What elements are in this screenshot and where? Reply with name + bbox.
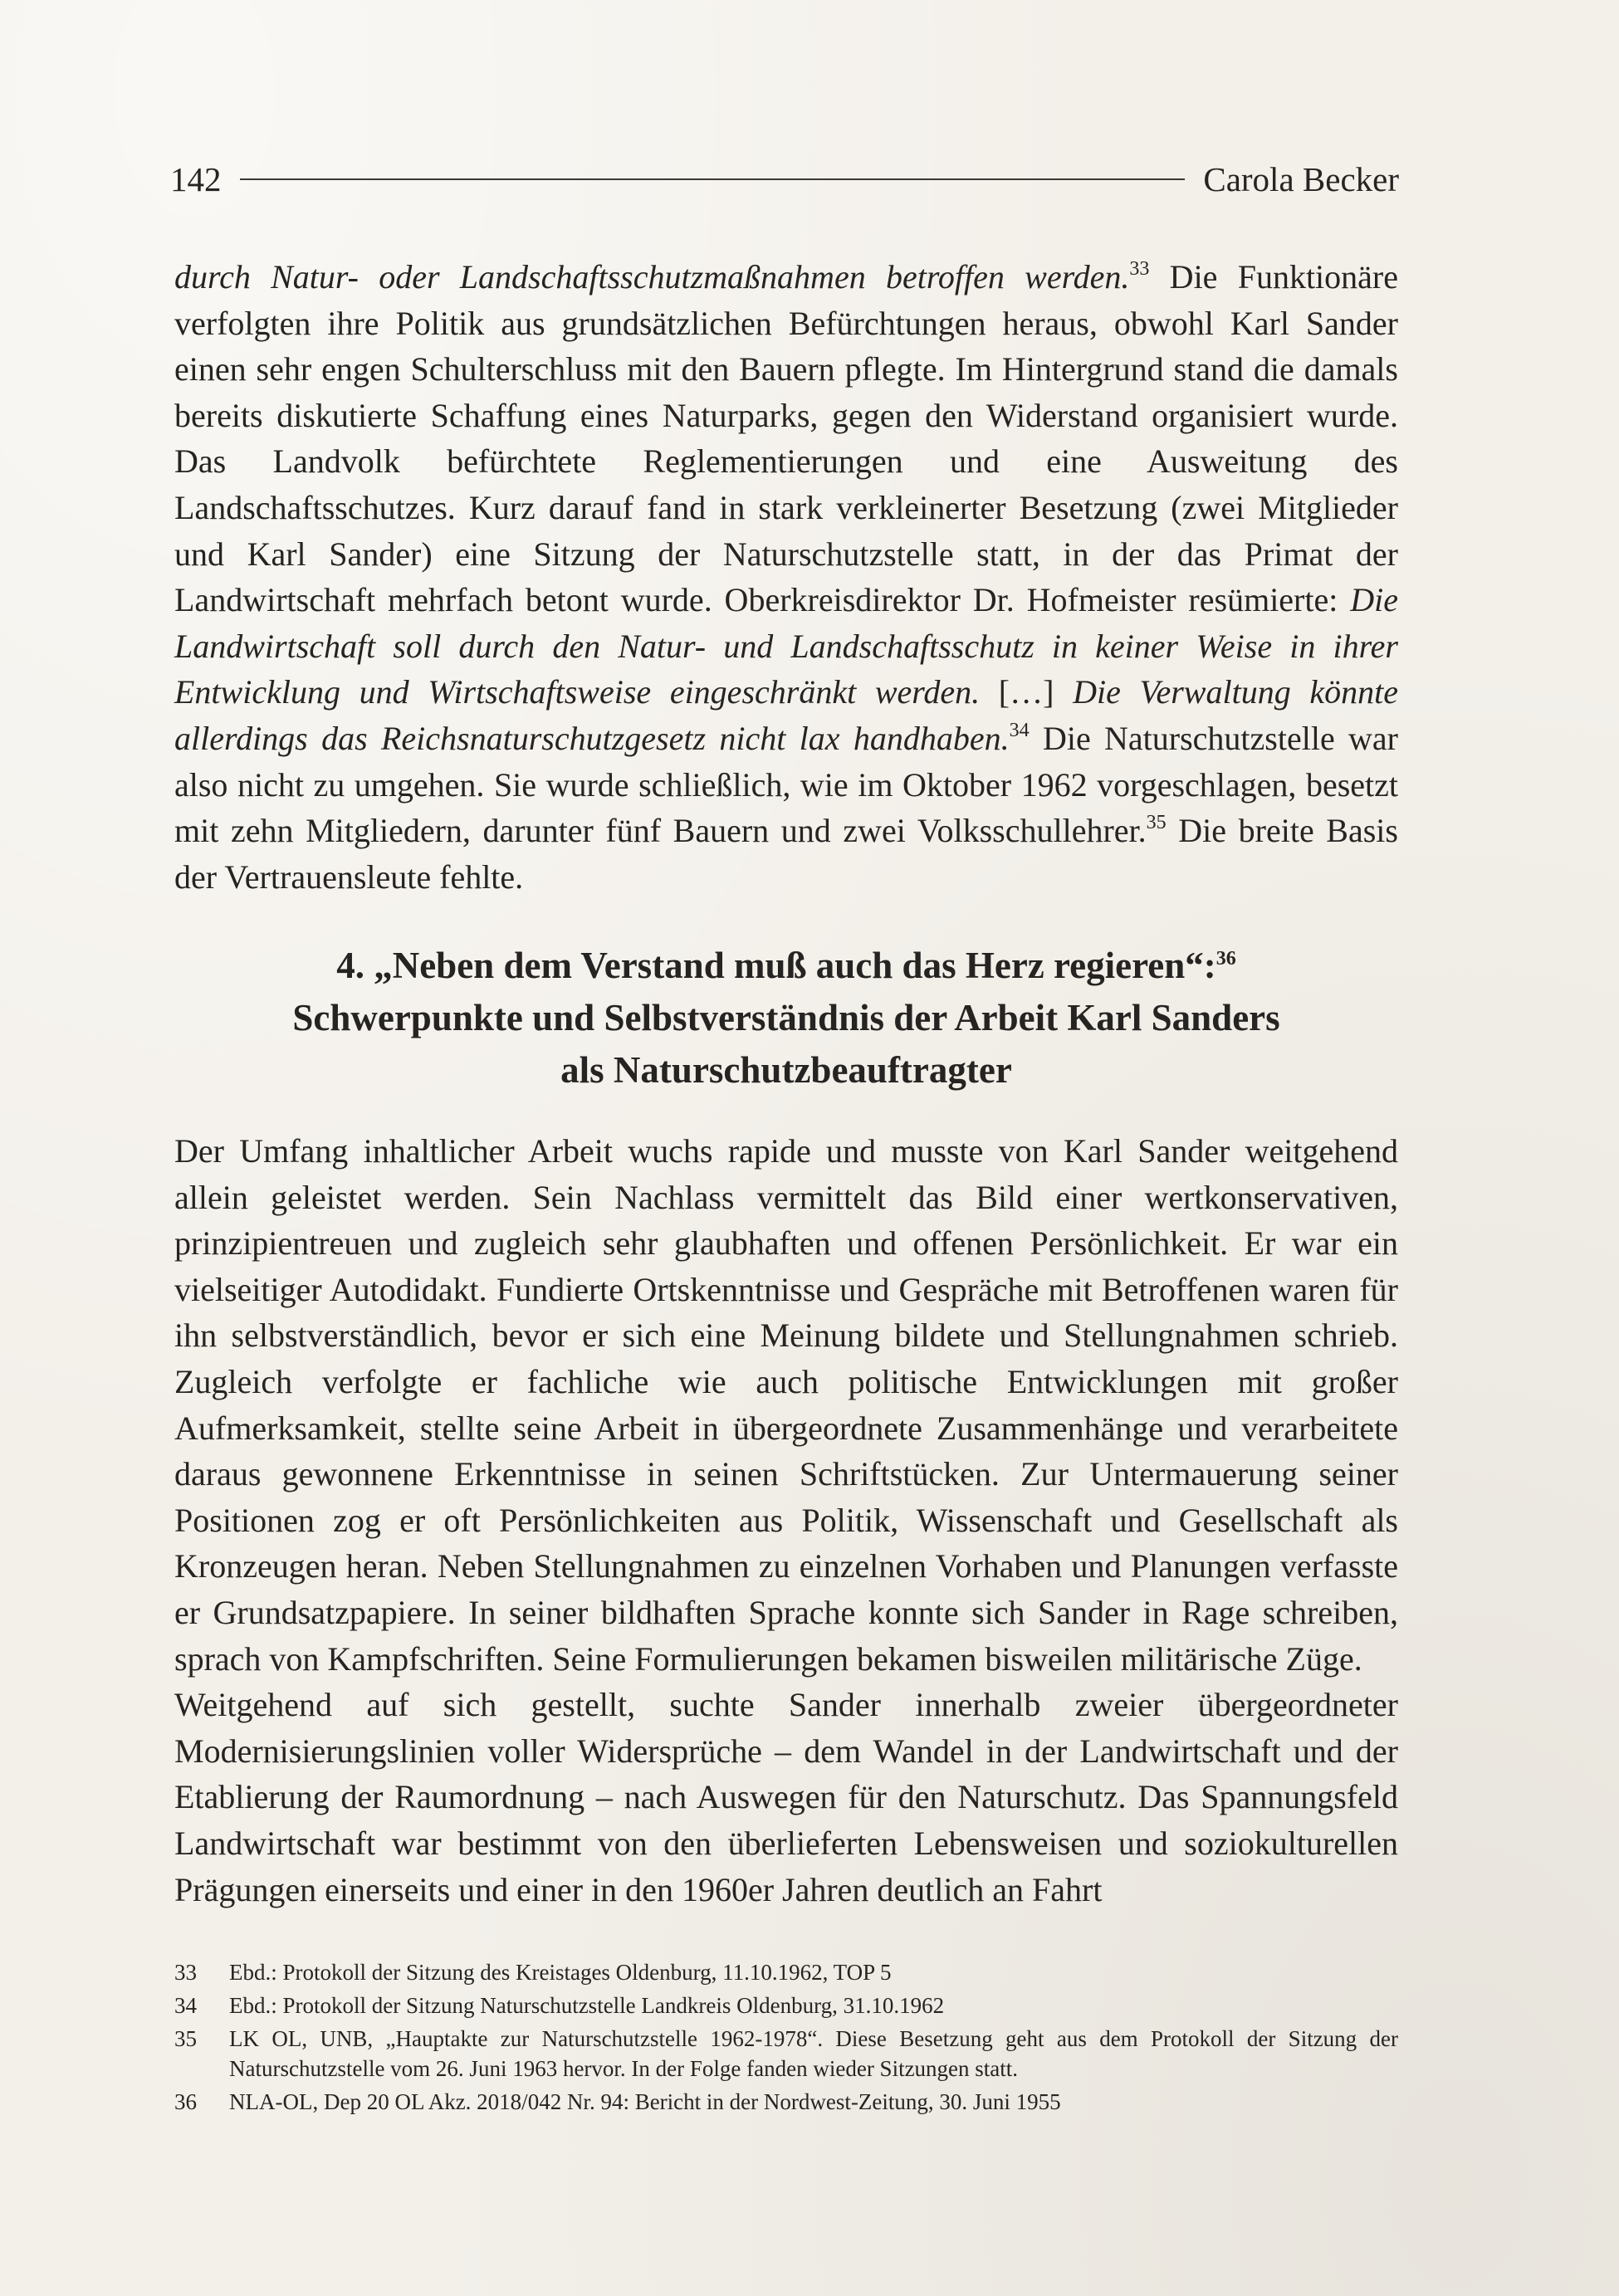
paragraph-text: Die breite Basis der Vertrauensleute fehlte. (174, 812, 1398, 896)
paragraph-text: Die Naturschutzstelle war also nicht zu umgehen. Sie wurde schließlich, wie im Oktober 1962 vorgeschlagen, besetzt mit zehn Mitgliedern, darunter fünf Bauern und zwei Volksschullehrer. (174, 719, 1399, 850)
section-heading (174, 940, 1398, 1097)
body-paragraph-2-container (174, 1128, 1398, 1913)
section-heading-text: 4. „Neben dem Verstand muß auch das Herz regieren“: (336, 945, 1216, 986)
paragraph-text: Die Funktionäre verfolgten ihre Politik aus grundsätzlichen Befürchtungen heraus, obwohl Karl Sander einen sehr engen Schulterschluss mit den Bauern pflegte. Im Hintergrund stand die damals bereits diskutierte Schaffung eines Naturparks, gegen den Widerstand organisiert wurde. Das Landvolk befürchtete Reglementierungen und eine Ausweitung des Landschaftsschutzes. Kurz darauf fand in stark verkleinerter Besetzung (zwei Mitglieder und Karl Sander) eine Sitzung der Naturschutzstelle statt, in der das Primat der Landwirtschaft mehrfach betont wurde. Oberkreisdirektor Dr. Hofmeister resümierte: (174, 258, 1398, 619)
footnote-number: 35 (174, 2026, 197, 2051)
footnote-ref-35[interactable]: 35 (1146, 812, 1167, 834)
page-number: 142 (170, 160, 222, 198)
footnote-number: 34 (174, 1993, 197, 2018)
body-paragraph-1-container (174, 254, 1398, 900)
footnote-number: 36 (174, 2089, 197, 2114)
footnote (174, 2087, 1398, 2117)
running-header (170, 154, 1399, 204)
footnote-ref-33[interactable]: 33 (1129, 258, 1150, 280)
footnote-text: Ebd.: Protokoll der Sitzung Naturschutzstelle Landkreis Oldenburg, 31.10.1962 (229, 1993, 945, 2018)
header-rule (240, 178, 1186, 180)
footnote-text: Ebd.: Protokoll der Sitzung des Kreistages Oldenburg, 11.10.1962, TOP 5 (229, 1960, 892, 1985)
quote-italic-1: durch Natur- oder Landschaftsschutzmaßnahmen betroffen werden. (174, 258, 1130, 296)
section-heading-line-2: Schwerpunkte und Selbstverständnis der Arbeit Karl Sanders (292, 997, 1280, 1038)
paragraph-text: […] (980, 673, 1074, 711)
footnote (174, 1957, 1398, 1987)
running-header-author: Carola Becker (1203, 160, 1399, 198)
footnote-ref-36[interactable]: 36 (1215, 948, 1236, 970)
footnote-text: LK OL, UNB, „Hauptakte zur Naturschutzstelle 1962-1978“. Diese Besetzung geht aus dem Protokoll der Sitzung der Naturschutzstelle vom 26. Juni 1963 hervor. In der Folge fanden wieder Sitzungen statt. (229, 2026, 1398, 2081)
footnote-number: 33 (174, 1960, 197, 1985)
footnote-text: NLA-OL, Dep 20 OL Akz. 2018/042 Nr. 94: Bericht in der Nordwest-Zeitung, 30. Juni 1955 (229, 2089, 1061, 2114)
footnote-ref-34[interactable]: 34 (1009, 719, 1030, 741)
body-paragraph-2: Der Umfang inhaltlicher Arbeit wuchs rapide und musste von Karl Sander weitgehend allein geleistet werden. Sein Nachlass vermittelt das Bild einer wertkonservativen, prinzipientreuen und zugleich sehr glaubhaften und offenen Persönlichkeit. Er war ein vielseitiger Autodidakt. Fundierte Ortskenntnisse und Gespräche mit Betroffenen waren für ihn selbstverständlich, bevor er sich eine Meinung bildete und Stellungnahmen schrieb. Zugleich verfolgte er fachliche wie auch politische Entwicklungen mit großer Aufmerksamkeit, stellte seine Arbeit in übergeordnete Zusammenhänge und verarbeitete daraus gewonnene Erkenntnisse in seinen Schriftstücken. Zur Untermauerung seiner Positionen zog er oft Persönlichkeiten aus Politik, Wissenschaft und Gesellschaft als Kronzeugen heran. Neben Stellungnahmen zu einzelnen Vorhaben und Planungen verfasste er Grundsatzpapiere. In seiner bildhaften Sprache konnte sich Sander in Rage schreiben, sprach von Kampfschriften. Seine Formulierungen bekamen bisweilen militärische Züge. (174, 1132, 1398, 1678)
footnotes (174, 1957, 1398, 2120)
footnote (174, 2024, 1398, 2083)
body-paragraph-1 (174, 254, 1398, 900)
footnote (174, 1991, 1398, 2020)
section-heading-line-3: als Naturschutzbeauftragter (560, 1049, 1012, 1091)
quote-italic-2: Die Landwirtschaft soll durch den Natur- und Landschaftsschutz in keiner Weise in ihrer Entwicklung und Wirtschaftsweise eingeschränkt werden. (174, 581, 1398, 711)
quote-italic-3: Die Verwaltung könnte allerdings das Reichsnaturschutzgesetz nicht lax handhaben. (174, 673, 1398, 757)
section-heading-line-1 (174, 940, 1398, 992)
body-paragraph-3: Weitgehend auf sich gestellt, suchte Sander innerhalb zweier übergeordneter Modernisierungslinien voller Widersprüche – dem Wandel in der Landwirtschaft und der Etablierung der Raumordnung – nach Auswegen für den Naturschutz. Das Spannungsfeld Landwirtschaft war bestimmt von den überlieferten Lebensweisen und soziokulturellen Prägungen einerseits und einer in den 1960er Jahren deutlich an Fahrt (174, 1686, 1398, 1908)
